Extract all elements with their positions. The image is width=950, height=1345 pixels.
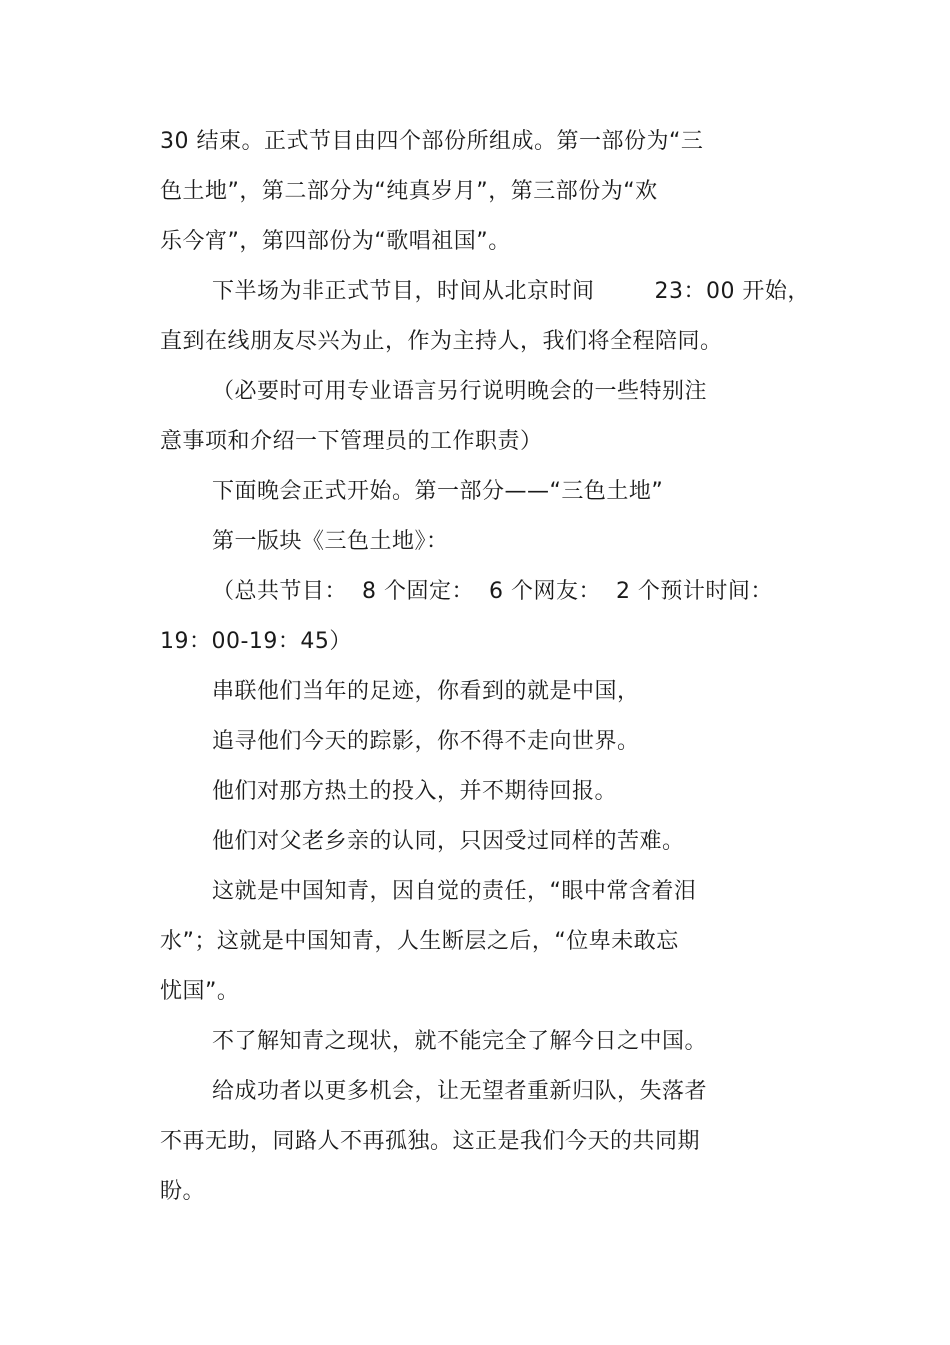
text-line: 水”；这就是中国知青，人生断层之后，“位卑未敢忘 [160,929,679,954]
text-line: 意事项和介绍一下管理员的工作职责） [160,429,543,454]
text-line: 下半场为非正式节目，时间从北京时间 23：00 开始， [212,279,810,304]
text-line: 30 结束。正式节目由四个部份所组成。第一部份为“三 [160,129,704,154]
text-line: 不了解知青之现状，就不能完全了解今日之中国。 [212,1029,708,1054]
text-line: 第一版块《三色土地》： [212,529,449,554]
text-line: 19：00-19：45） [160,629,352,654]
text-line: （总共节目： 8 个固定： 6 个网友： 2 个预计时间： [212,579,773,604]
text-line: 他们对那方热土的投入，并不期待回报。 [212,779,618,804]
text-line: 忧国”。 [160,979,240,1004]
text-line: 色土地”，第二部分为“纯真岁月”，第三部份为“欢 [160,179,658,204]
text-line: 他们对父老乡亲的认同，只因受过同样的苦难。 [212,829,685,854]
text-line: 追寻他们今天的踪影，你不得不走向世界。 [212,729,640,754]
text-line: 不再无助，同路人不再孤独。这正是我们今天的共同期 [160,1129,701,1154]
text-line: 给成功者以更多机会，让无望者重新归队，失落者 [212,1079,708,1104]
text-line: 直到在线朋友尽兴为止，作为主持人，我们将全程陪同。 [160,329,723,354]
text-line: 乐今宵”，第四部份为“歌唱祖国”。 [160,229,511,254]
text-line: 下面晚会正式开始。第一部分——“三色土地” [212,479,664,504]
text-line: 串联他们当年的足迹，你看到的就是中国， [212,679,640,704]
text-line: 这就是中国知青，因自觉的责任，“眼中常含着泪 [212,879,697,904]
text-line: 盼。 [160,1179,206,1204]
text-line: （必要时可用专业语言另行说明晚会的一些特别注 [212,379,708,404]
